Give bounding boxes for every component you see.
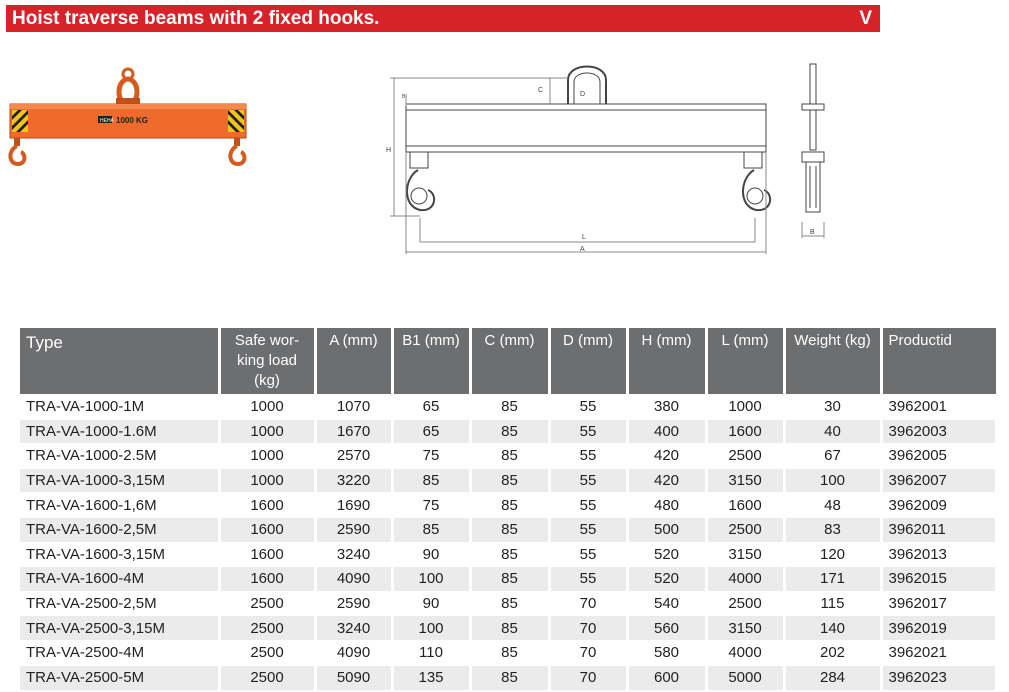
cell-a: 4090 [315, 640, 392, 665]
cell-a: 3220 [315, 468, 392, 493]
cell-d: 55 [549, 567, 627, 592]
cell-a: 4090 [315, 567, 392, 592]
cell-b1: 85 [392, 517, 470, 542]
cell-productid: 3962009 [881, 493, 996, 518]
col-header-load [219, 328, 315, 395]
col-header-load-line2: king load [236, 352, 298, 369]
cell-type: TRA-VA-1000-1.6M [20, 419, 219, 444]
cell-type: TRA-VA-2500-5M [20, 665, 219, 690]
cell-c: 85 [470, 419, 549, 444]
cell-l: 3150 [706, 468, 784, 493]
cell-l: 1000 [706, 395, 784, 420]
cell-b1: 65 [392, 419, 470, 444]
cell-a: 2570 [315, 444, 392, 469]
cell-load: 1600 [219, 542, 315, 567]
cell-l: 5000 [706, 665, 784, 690]
cell-productid: 3962017 [881, 591, 996, 616]
col-header-type: Type [20, 328, 219, 395]
cell-h: 580 [627, 640, 706, 665]
cell-type: TRA-VA-1600-2,5M [20, 517, 219, 542]
cell-a: 1070 [315, 395, 392, 420]
table-row [20, 444, 996, 469]
cell-type: TRA-VA-1600-1,6M [20, 493, 219, 518]
cell-h: 480 [627, 493, 706, 518]
cell-h: 420 [627, 468, 706, 493]
col-header-load-line1: Safe wor- [234, 332, 300, 349]
cell-load: 1000 [219, 419, 315, 444]
cell-b1: 100 [392, 616, 470, 641]
cell-productid: 3962021 [881, 640, 996, 665]
cell-type: TRA-VA-1600-4M [20, 567, 219, 592]
table-row [20, 419, 996, 444]
cell-load: 1000 [219, 444, 315, 469]
cell-h: 400 [627, 419, 706, 444]
cell-weight: 171 [784, 567, 881, 592]
cell-type: TRA-VA-1600-3,15M [20, 542, 219, 567]
cell-c: 85 [470, 395, 549, 420]
cell-a: 3240 [315, 542, 392, 567]
table-row [20, 493, 996, 518]
table-header-row [20, 328, 996, 395]
cell-weight: 40 [784, 419, 881, 444]
col-header-a: A (mm) [315, 328, 392, 395]
cell-load: 1000 [219, 395, 315, 420]
cell-l: 2500 [706, 517, 784, 542]
cell-type: TRA-VA-2500-2,5M [20, 591, 219, 616]
cell-c: 85 [470, 640, 549, 665]
cell-c: 85 [470, 616, 549, 641]
dim-label-h: H [386, 147, 392, 154]
cell-b1: 75 [392, 444, 470, 469]
page-title: Hoist traverse beams with 2 fixed hooks. [12, 8, 380, 29]
cell-weight: 48 [784, 493, 881, 518]
col-header-productid: Productid [881, 328, 996, 395]
side-view-drawing [796, 62, 836, 242]
cell-a: 3240 [315, 616, 392, 641]
cell-b1: 90 [392, 591, 470, 616]
cell-productid: 3962011 [881, 517, 996, 542]
table-row [20, 616, 996, 641]
cell-h: 420 [627, 444, 706, 469]
table-row [20, 468, 996, 493]
dim-label-c: C [538, 87, 544, 94]
cell-weight: 120 [784, 542, 881, 567]
brand-mark: HEHA [100, 118, 114, 124]
table-row [20, 665, 996, 690]
cell-type: TRA-VA-2500-3,15M [20, 616, 219, 641]
table-row [20, 591, 996, 616]
cell-c: 85 [470, 567, 549, 592]
table-row [20, 567, 996, 592]
cell-load: 1600 [219, 517, 315, 542]
cell-type: TRA-VA-1000-1M [20, 395, 219, 420]
cell-h: 520 [627, 542, 706, 567]
table-row [20, 640, 996, 665]
cell-c: 85 [470, 542, 549, 567]
cell-l: 3150 [706, 616, 784, 641]
cell-d: 55 [549, 395, 627, 420]
cell-h: 540 [627, 591, 706, 616]
cell-d: 55 [549, 542, 627, 567]
cell-load: 1000 [219, 468, 315, 493]
cell-productid: 3962013 [881, 542, 996, 567]
title-bar [6, 5, 880, 32]
cell-d: 70 [549, 591, 627, 616]
cell-d: 70 [549, 616, 627, 641]
cell-productid: 3962019 [881, 616, 996, 641]
cell-h: 380 [627, 395, 706, 420]
cell-a: 2590 [315, 517, 392, 542]
cell-a: 1690 [315, 493, 392, 518]
cell-weight: 140 [784, 616, 881, 641]
cell-load: 1600 [219, 567, 315, 592]
cell-d: 70 [549, 640, 627, 665]
cell-type: TRA-VA-2500-4M [20, 640, 219, 665]
beam-photo [6, 66, 256, 176]
table-row [20, 395, 996, 420]
dim-label-d: D [580, 91, 586, 98]
cell-b1: 85 [392, 468, 470, 493]
cell-productid: 3962005 [881, 444, 996, 469]
cell-productid: 3962001 [881, 395, 996, 420]
cell-b1: 135 [392, 665, 470, 690]
cell-l: 2500 [706, 591, 784, 616]
cell-weight: 100 [784, 468, 881, 493]
cell-load: 2500 [219, 665, 315, 690]
cell-b1: 110 [392, 640, 470, 665]
col-header-c: C (mm) [470, 328, 549, 395]
cell-l: 4000 [706, 640, 784, 665]
dimension-drawing [380, 58, 780, 258]
cell-l: 3150 [706, 542, 784, 567]
col-header-b1: B1 (mm) [392, 328, 470, 395]
cell-l: 1600 [706, 493, 784, 518]
cell-d: 55 [549, 468, 627, 493]
cell-weight: 202 [784, 640, 881, 665]
cell-d: 55 [549, 444, 627, 469]
cell-c: 85 [470, 591, 549, 616]
cell-b1: 65 [392, 395, 470, 420]
cell-weight: 67 [784, 444, 881, 469]
cell-a: 2590 [315, 591, 392, 616]
cell-c: 85 [470, 444, 549, 469]
col-header-d: D (mm) [549, 328, 627, 395]
cell-c: 85 [470, 468, 549, 493]
cell-weight: 83 [784, 517, 881, 542]
cell-load: 2500 [219, 640, 315, 665]
cell-b1: 100 [392, 567, 470, 592]
cell-c: 85 [470, 493, 549, 518]
cell-d: 70 [549, 665, 627, 690]
cell-h: 520 [627, 567, 706, 592]
cell-weight: 30 [784, 395, 881, 420]
product-table [20, 328, 998, 690]
cell-weight: 284 [784, 665, 881, 690]
cell-productid: 3962003 [881, 419, 996, 444]
dim-label-b1: B [402, 94, 406, 100]
cell-h: 560 [627, 616, 706, 641]
cell-productid: 3962015 [881, 567, 996, 592]
cell-d: 55 [549, 517, 627, 542]
dim-label-a: A [580, 246, 585, 253]
dim-label-b: B [810, 229, 815, 236]
col-header-h: H (mm) [627, 328, 706, 395]
cell-productid: 3962007 [881, 468, 996, 493]
cell-d: 55 [549, 419, 627, 444]
col-header-l: L (mm) [706, 328, 784, 395]
dim-label-l: L [582, 234, 586, 241]
cell-l: 2500 [706, 444, 784, 469]
cell-type: TRA-VA-1000-3,15M [20, 468, 219, 493]
col-header-weight: Weight (kg) [784, 328, 881, 395]
cell-load: 2500 [219, 616, 315, 641]
cell-c: 85 [470, 517, 549, 542]
cell-a: 1670 [315, 419, 392, 444]
cell-load: 2500 [219, 591, 315, 616]
col-header-load-line3: (kg) [254, 372, 280, 389]
cell-load: 1600 [219, 493, 315, 518]
table-row [20, 517, 996, 542]
cell-b1: 75 [392, 493, 470, 518]
beam-capacity-label: 1000 KG [116, 116, 149, 125]
cell-h: 600 [627, 665, 706, 690]
cell-h: 500 [627, 517, 706, 542]
table-row [20, 542, 996, 567]
cell-weight: 115 [784, 591, 881, 616]
cell-type: TRA-VA-1000-2.5M [20, 444, 219, 469]
cell-l: 4000 [706, 567, 784, 592]
cell-l: 1600 [706, 419, 784, 444]
cell-d: 55 [549, 493, 627, 518]
cell-productid: 3962023 [881, 665, 996, 690]
cell-a: 5090 [315, 665, 392, 690]
section-badge: V [859, 8, 872, 29]
cell-c: 85 [470, 665, 549, 690]
cell-b1: 90 [392, 542, 470, 567]
